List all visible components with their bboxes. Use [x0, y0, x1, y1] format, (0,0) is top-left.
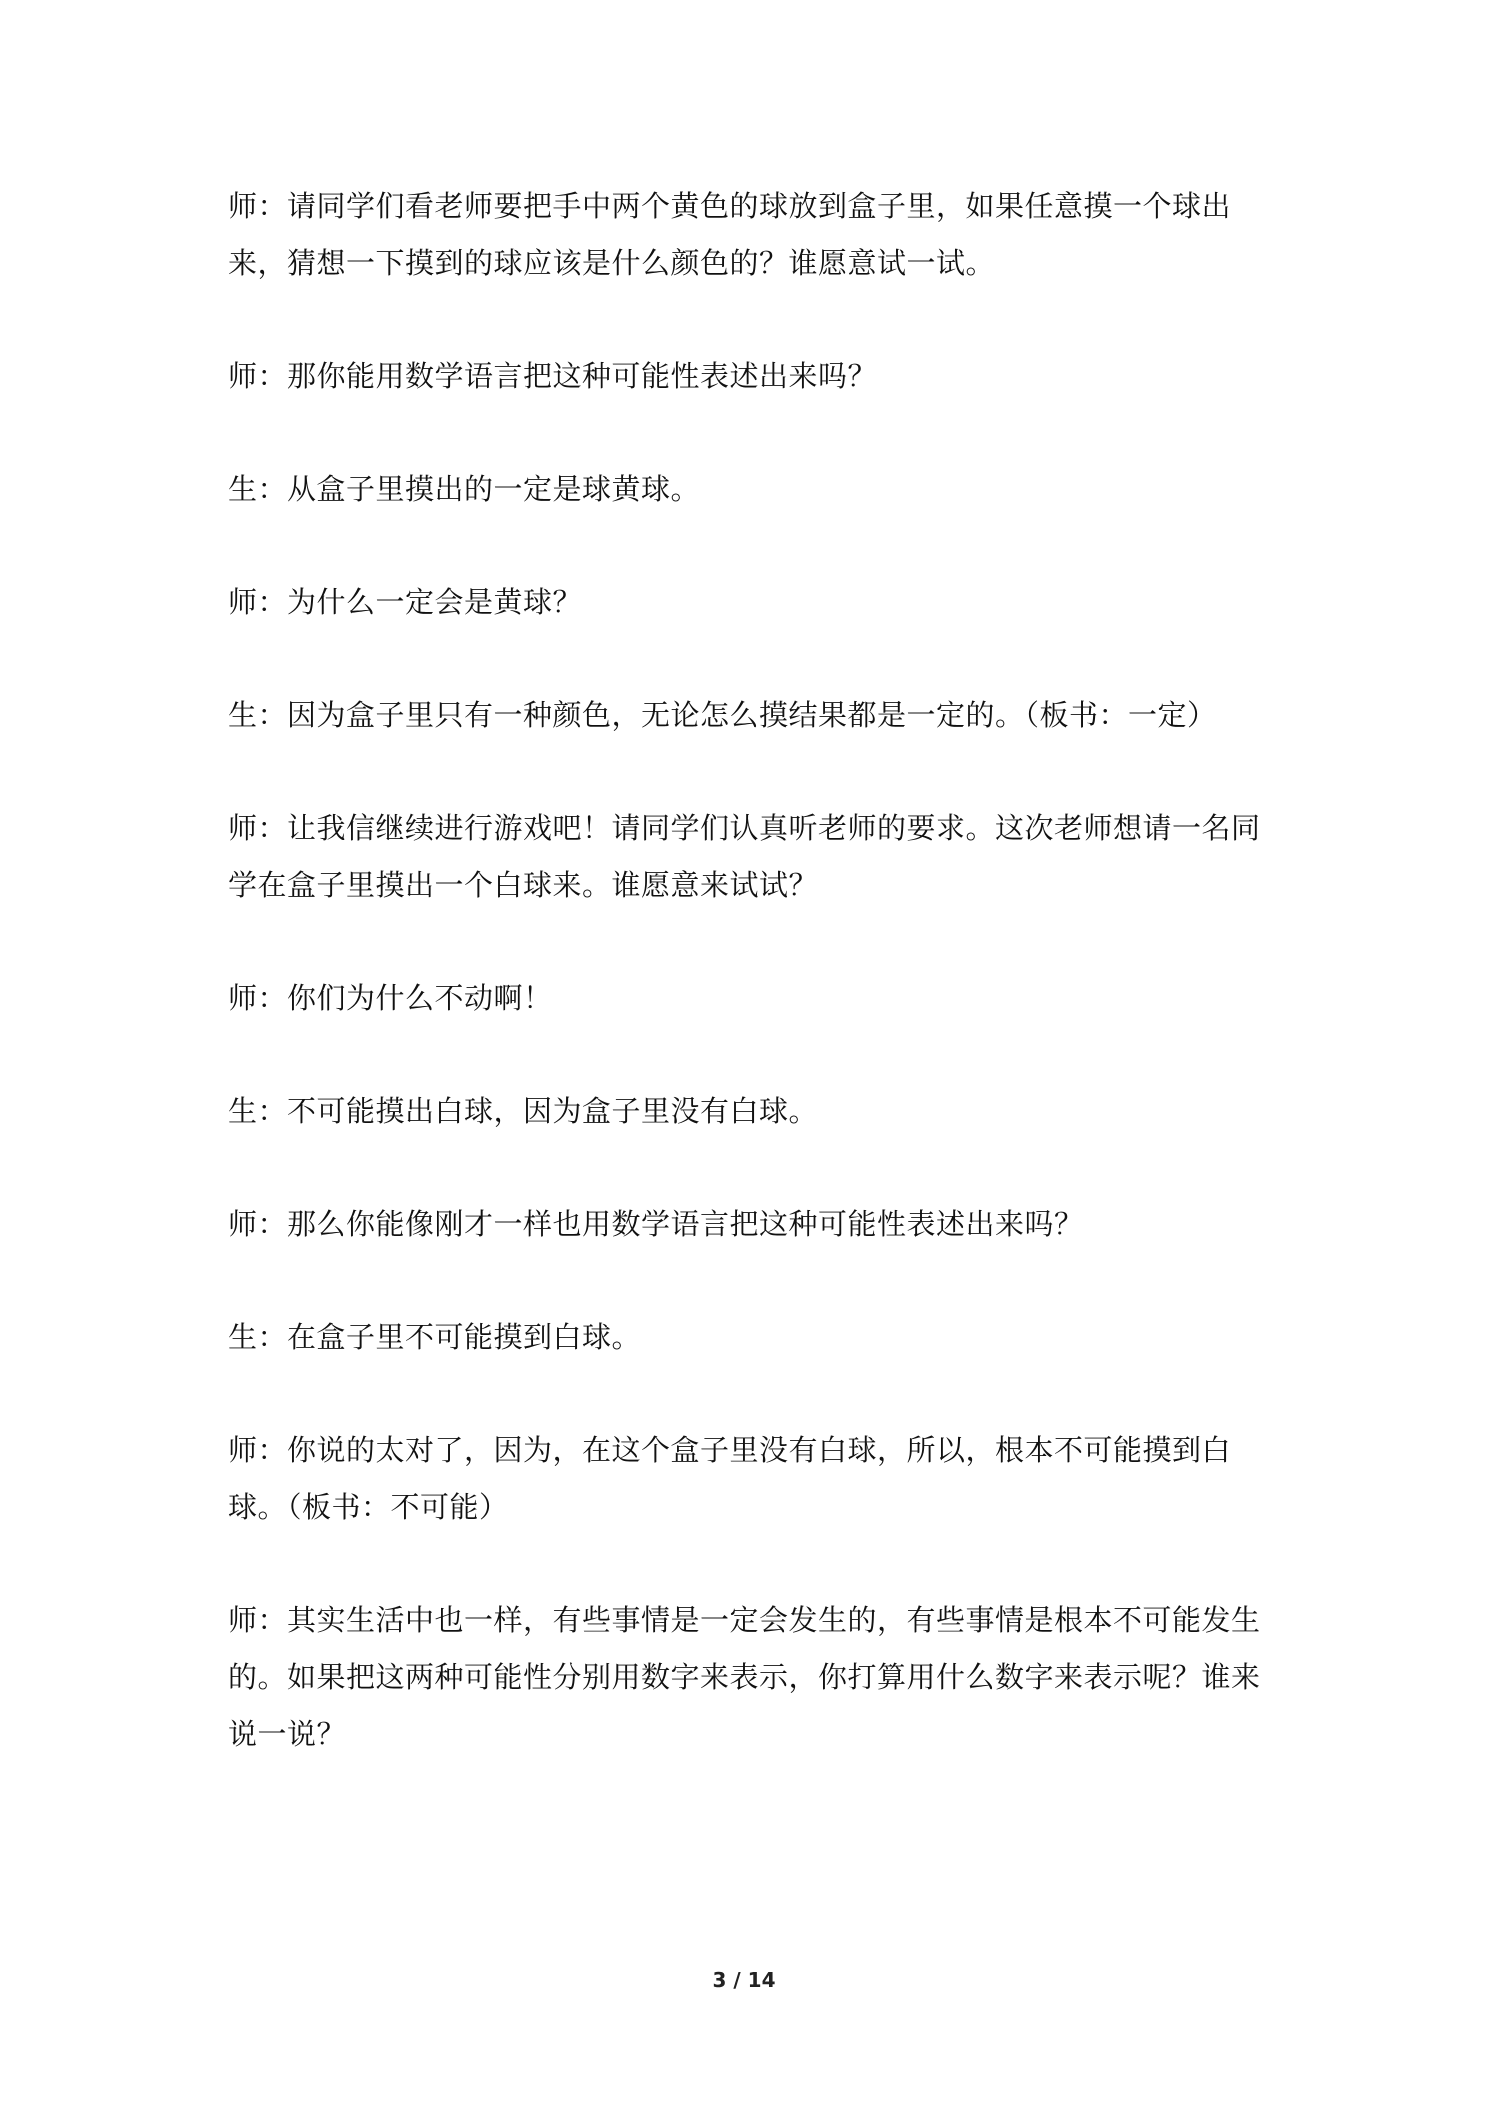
- document-body: [228, 178, 1276, 1819]
- paragraph: 师：其实生活中也一样，有些事情是一定会发生的，有些事情是根本不可能发生的。如果把这两种可能性分别用数字来表示，你打算用什么数字来表示呢？谁来说一说？: [228, 1603, 1261, 1751]
- page-number: 3 / 14: [712, 1968, 776, 1992]
- paragraph: 师：为什么一定会是黄球？: [228, 585, 583, 619]
- paragraph: 生：不可能摸出白球，因为盒子里没有白球。: [228, 1094, 819, 1128]
- paragraph: 师：请同学们看老师要把手中两个黄色的球放到盒子里，如果任意摸一个球出来，猜想一下摸到的球应该是什么颜色的？谁愿意试一试。: [228, 189, 1232, 280]
- paragraph: 师：那么你能像刚才一样也用数学语言把这种可能性表述出来吗？: [228, 1207, 1084, 1241]
- paragraph: 师：你说的太对了，因为，在这个盒子里没有白球，所以，根本不可能摸到白球。（板书：不可能）: [228, 1433, 1232, 1524]
- paragraph: 生：从盒子里摸出的一定是球黄球。: [228, 472, 701, 506]
- paragraph: 师：你们为什么不动啊！: [228, 981, 553, 1015]
- paragraph: 生：在盒子里不可能摸到白球。: [228, 1320, 642, 1354]
- paragraph: 生：因为盒子里只有一种颜色，无论怎么摸结果都是一定的。（板书：一定）: [228, 698, 1217, 732]
- paragraph: 师：让我信继续进行游戏吧！请同学们认真听老师的要求。这次老师想请一名同学在盒子里摸出一个白球来。谁愿意来试试？: [228, 811, 1261, 902]
- paragraph: 师：那你能用数学语言把这种可能性表述出来吗？: [228, 359, 878, 393]
